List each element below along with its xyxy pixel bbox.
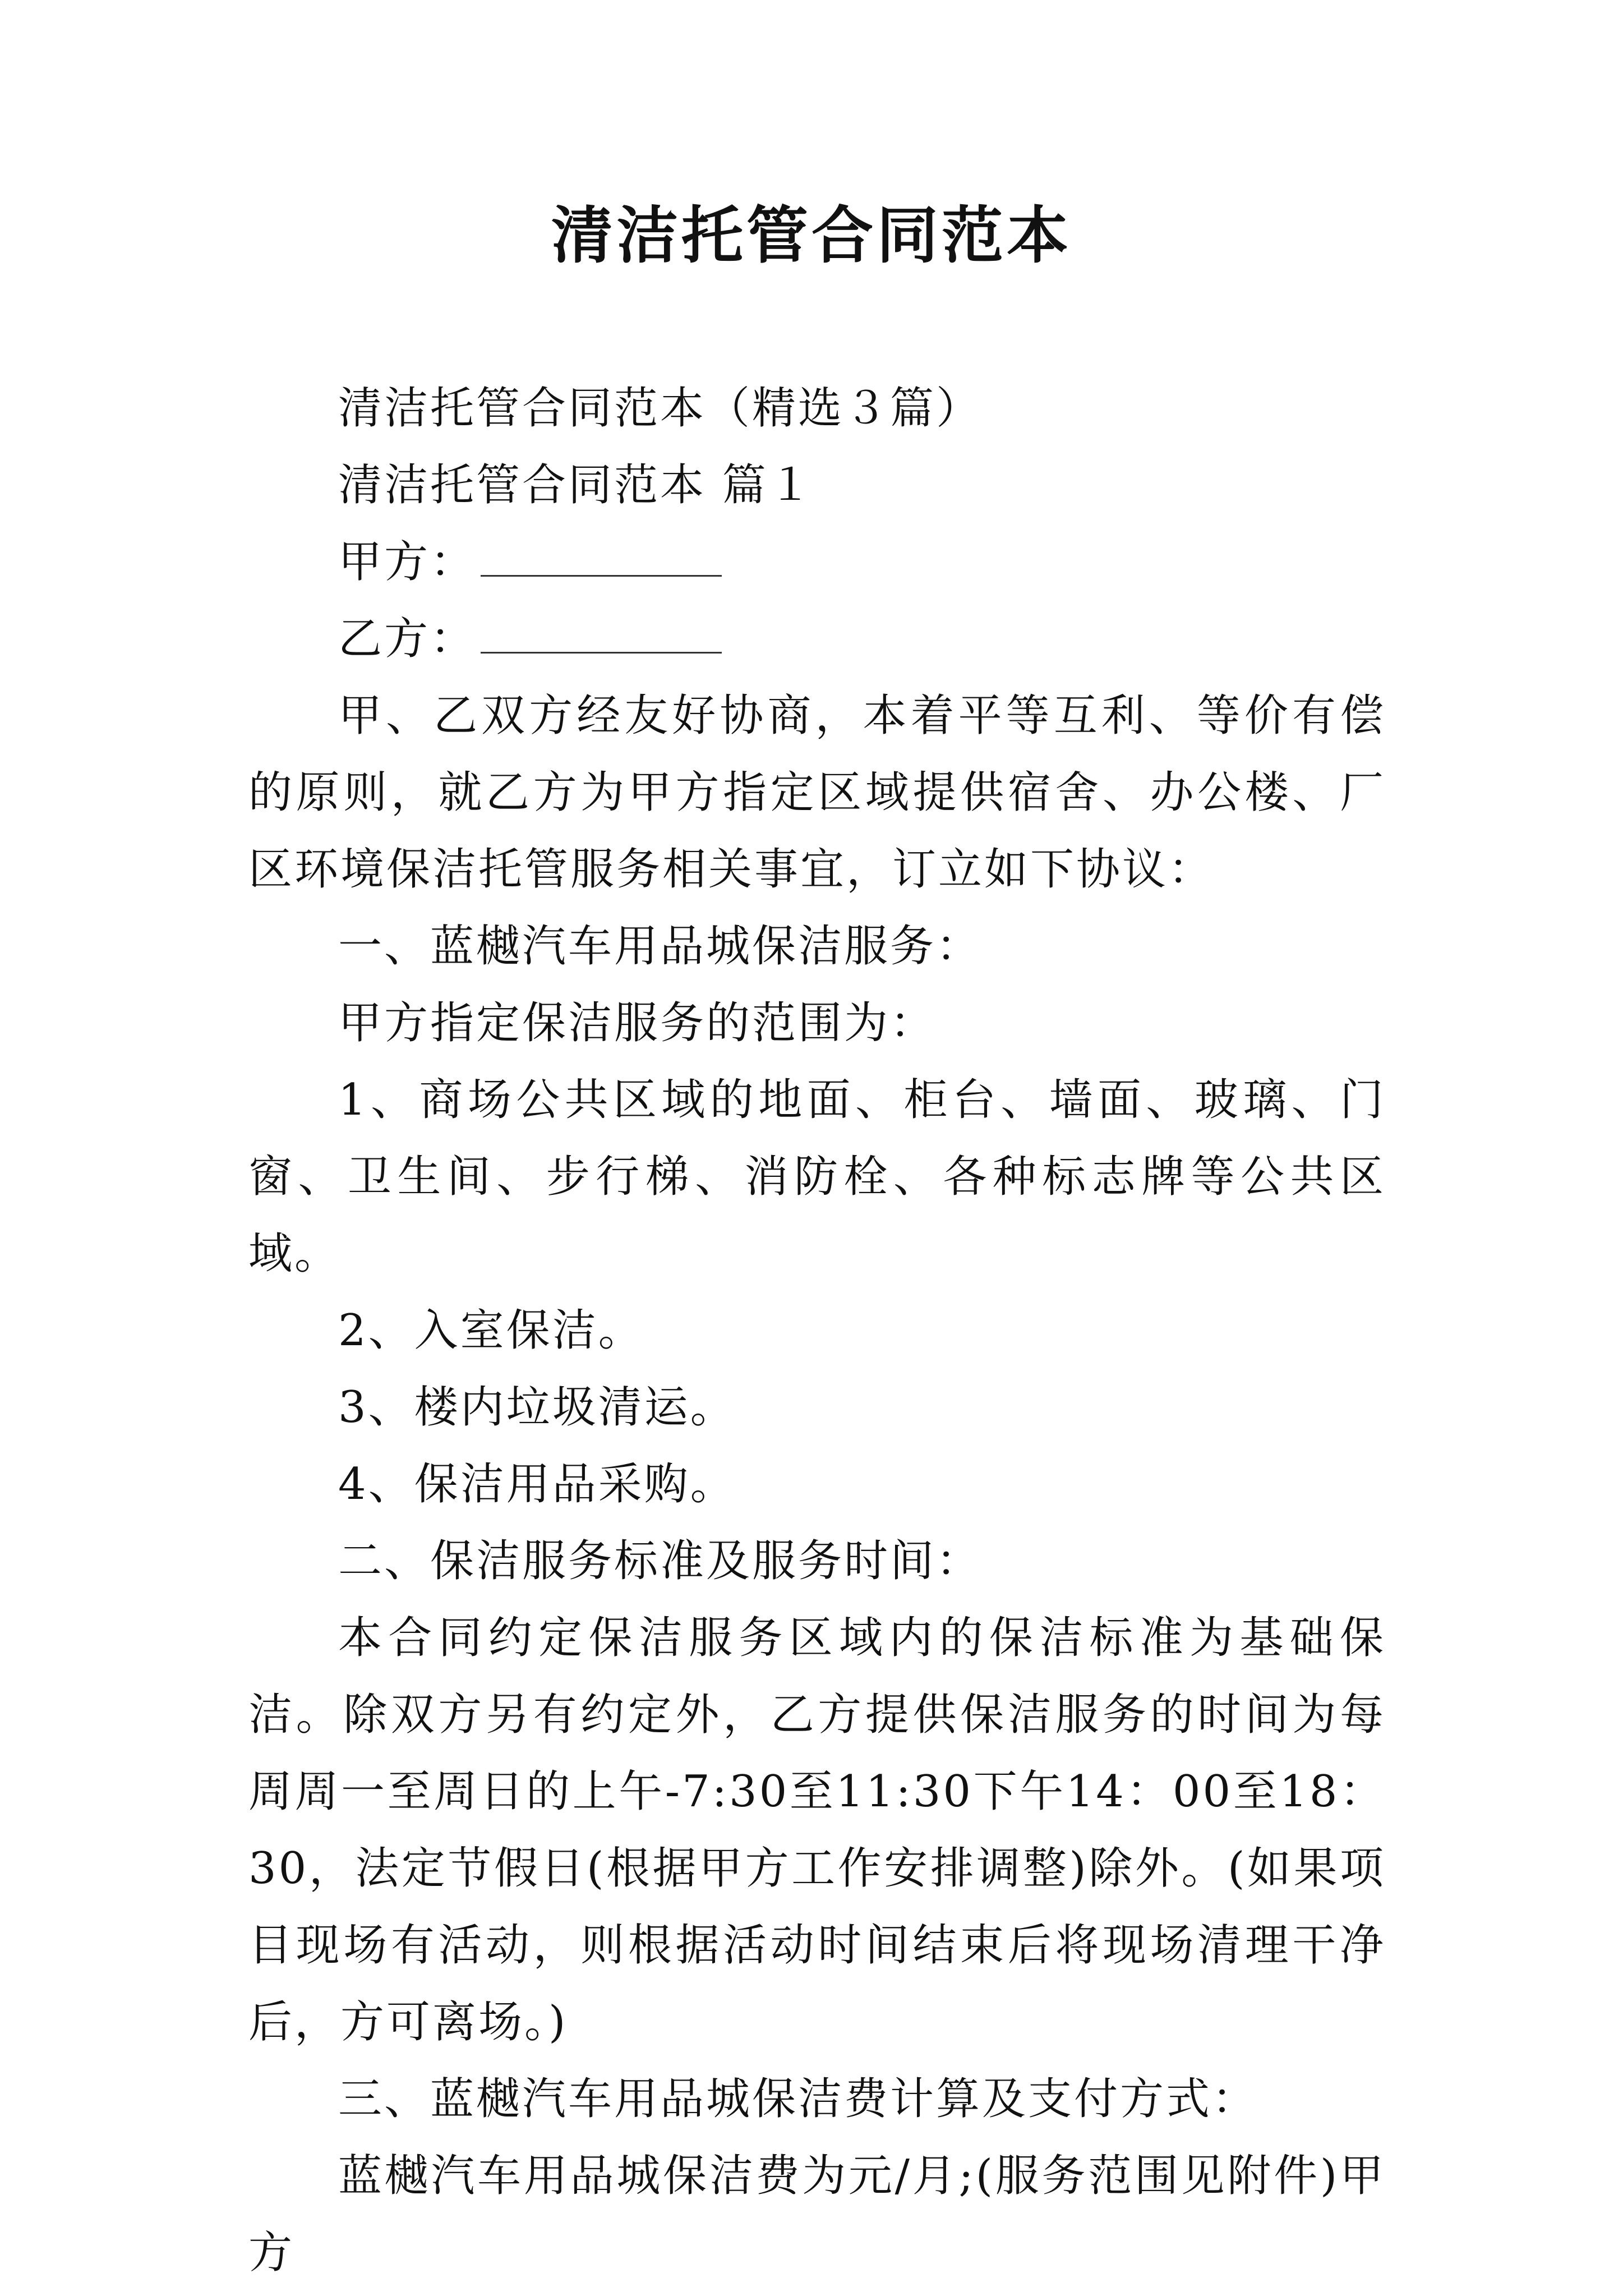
party-b-label: 乙方： (338, 614, 477, 664)
party-a-label: 甲方： (338, 537, 477, 587)
part-heading: 清洁托管合同范本 篇１ (338, 460, 814, 510)
party-a-blank[interactable] (481, 541, 722, 577)
section-1-heading: 一、蓝樾汽车用品城保洁服务： (338, 921, 983, 972)
scope-intro: 甲方指定保洁服务的范围为： (338, 998, 937, 1048)
document-title: 清洁托管合同范本 (551, 199, 1072, 272)
scope-item-2: 2、入室保洁。 (338, 1305, 644, 1356)
fee-paragraph: 蓝樾汽车用品城保洁费为元/月;(服务范围见附件)甲方 (248, 2151, 1386, 2278)
party-a-line (248, 524, 1386, 601)
subtitle: 清洁托管合同范本（精选３篇） (338, 383, 983, 434)
scope-item-4: 4、保洁用品采购。 (338, 1459, 736, 1510)
section-3-heading: 三、蓝樾汽车用品城保洁费计算及支付方式： (338, 2074, 1258, 2124)
scope-item-1: 1、商场公共区域的地面、柜台、墙面、玻璃、门窗、卫生间、步行梯、消防栓、各种标志牌等公共区域。 (248, 1075, 1386, 1279)
section-2-heading: 二、保洁服务标准及服务时间： (338, 1536, 983, 1586)
document-body (248, 370, 1386, 2292)
party-b-blank[interactable] (481, 618, 722, 654)
standard-paragraph: 本合同约定保洁服务区域内的保洁标准为基础保洁。除双方另有约定外，乙方提供保洁服务的时间为每周周一至周日的上午-7:30至11:30下午14：00至18：30，法定节假日(根据甲方工作安排调整)除外。(如果项目现场有活动，则根据活动时间结束后将现场清理干净后，方可离场。) (248, 1613, 1386, 2047)
party-b-line (248, 601, 1386, 678)
scope-item-3: 3、楼内垃圾清运。 (338, 1382, 736, 1433)
intro-paragraph: 甲、乙双方经友好协商，本着平等互利、等价有偿的原则，就乙方为甲方指定区域提供宿舍、办公楼、厂区环境保洁托管服务相关事宜，订立如下协议： (248, 691, 1386, 895)
